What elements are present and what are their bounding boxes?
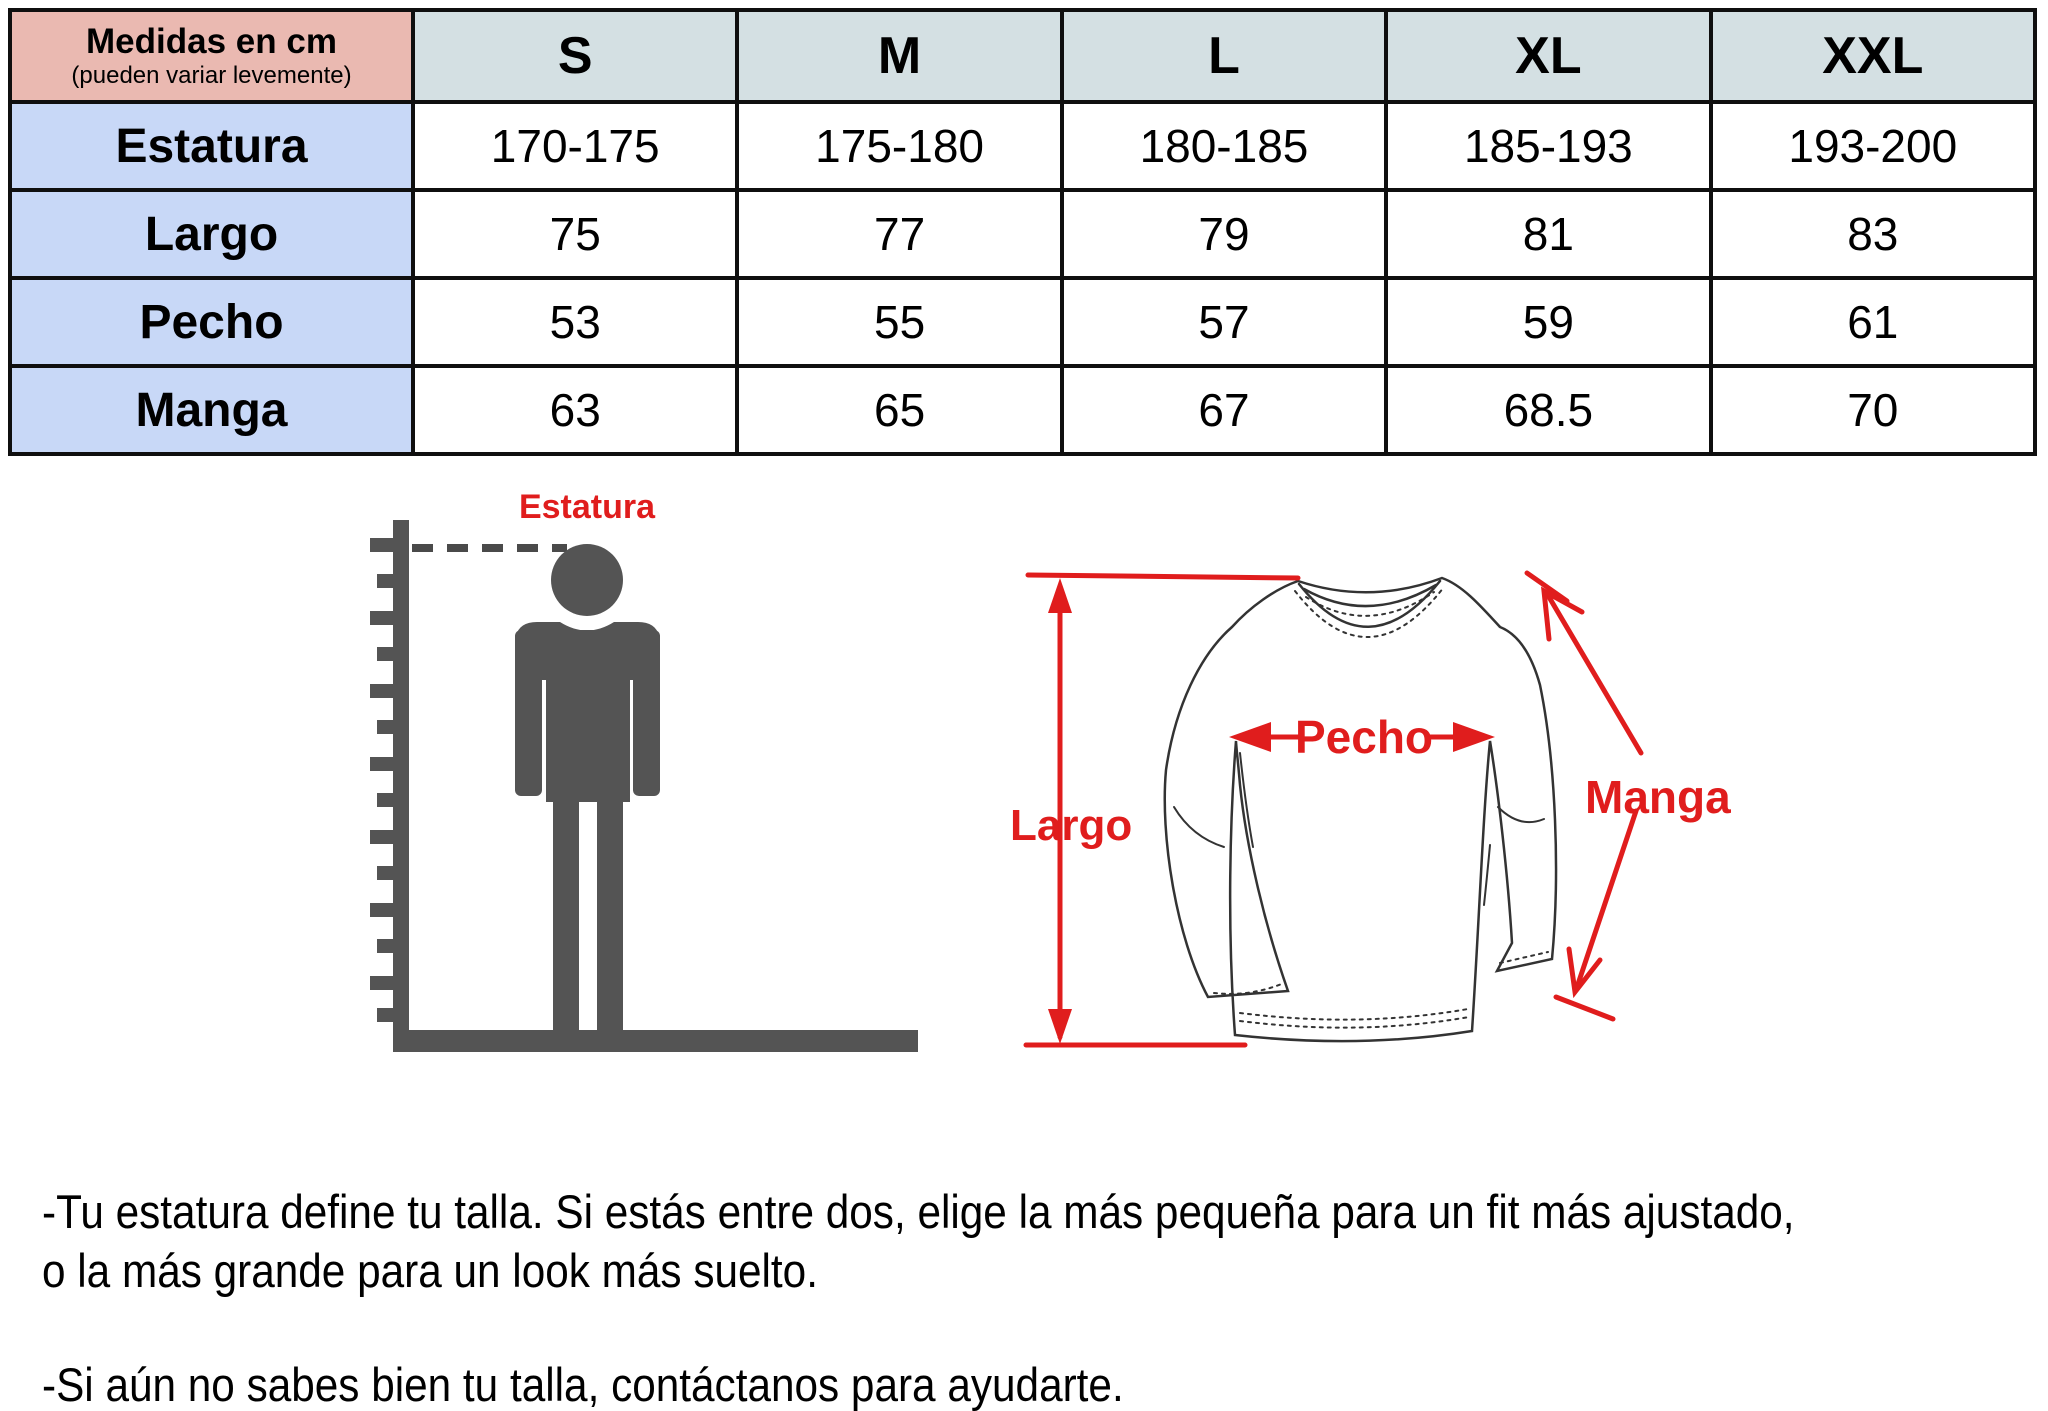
person-head — [551, 544, 623, 616]
note-line: -Tu estatura define tu talla. Si estás entre dos, elige la más pequeña para un fit más ajustado, — [42, 1185, 1795, 1238]
cell-pecho-s: 53 — [413, 278, 737, 366]
manga-lower-shaft — [1577, 811, 1636, 987]
cell-estatura-xl: 185-193 — [1386, 102, 1710, 190]
size-column-header-s: S — [413, 10, 737, 102]
note-line: -Si aún no sabes bien tu talla, contáctanos para ayudarte. — [42, 1358, 1124, 1411]
note-contact — [42, 1355, 2022, 1411]
size-chart-table — [8, 8, 2037, 456]
cell-pecho-l: 57 — [1062, 278, 1386, 366]
largo-label: Largo — [1010, 801, 1133, 850]
size-column-header-xxl: XXL — [1711, 10, 2035, 102]
largo-arrowhead-up — [1048, 578, 1072, 613]
shirt-drawing — [1165, 578, 1556, 1041]
cell-largo-m: 77 — [737, 190, 1061, 278]
table-header-row — [10, 10, 2035, 102]
height-measure-figure — [360, 480, 940, 1070]
manga-label: Manga — [1585, 771, 1731, 823]
cell-estatura-s: 170-175 — [413, 102, 737, 190]
table-row-estatura — [10, 102, 2035, 190]
note-size-advice — [42, 1182, 2022, 1300]
size-column-header-xl: XL — [1386, 10, 1710, 102]
table-row-largo — [10, 190, 2035, 278]
person-icon — [515, 544, 660, 1032]
ground-line — [393, 1030, 918, 1052]
cell-manga-l: 67 — [1062, 366, 1386, 454]
table-corner-cell — [10, 10, 413, 102]
cell-largo-xxl: 83 — [1711, 190, 2035, 278]
cell-manga-m: 65 — [737, 366, 1061, 454]
cell-manga-xxl: 70 — [1711, 366, 2035, 454]
cell-estatura-m: 175-180 — [737, 102, 1061, 190]
estatura-figure-label: Estatura — [518, 488, 656, 526]
cell-estatura-l: 180-185 — [1062, 102, 1386, 190]
cell-largo-s: 75 — [413, 190, 737, 278]
largo-top-line — [1028, 575, 1298, 578]
table-title: Medidas en cm — [86, 22, 337, 61]
size-column-header-m: M — [737, 10, 1061, 102]
row-label-estatura: Estatura — [10, 102, 413, 190]
table-row-manga — [10, 366, 2035, 454]
cell-manga-s: 63 — [413, 366, 737, 454]
cell-estatura-xxl: 193-200 — [1711, 102, 2035, 190]
row-label-largo: Largo — [10, 190, 413, 278]
table-row-pecho — [10, 278, 2035, 366]
manga-upper-shaft — [1549, 597, 1641, 753]
cell-pecho-xl: 59 — [1386, 278, 1710, 366]
largo-arrowhead-down — [1048, 1009, 1072, 1044]
shirt-outline — [1165, 578, 1556, 1041]
manga-bottom-tick — [1556, 997, 1613, 1019]
row-label-manga: Manga — [10, 366, 413, 454]
cell-pecho-xxl: 61 — [1711, 278, 2035, 366]
cell-pecho-m: 55 — [737, 278, 1061, 366]
size-column-header-l: L — [1062, 10, 1386, 102]
table-subtitle: (pueden variar levemente) — [71, 62, 352, 89]
shirt-measure-figure — [1000, 545, 1760, 1085]
cell-manga-xl: 68.5 — [1386, 366, 1710, 454]
row-label-pecho: Pecho — [10, 278, 413, 366]
pecho-label: Pecho — [1294, 711, 1434, 763]
cell-largo-l: 79 — [1062, 190, 1386, 278]
note-line: o la más grande para un look más suelto. — [42, 1244, 818, 1297]
cell-largo-xl: 81 — [1386, 190, 1710, 278]
